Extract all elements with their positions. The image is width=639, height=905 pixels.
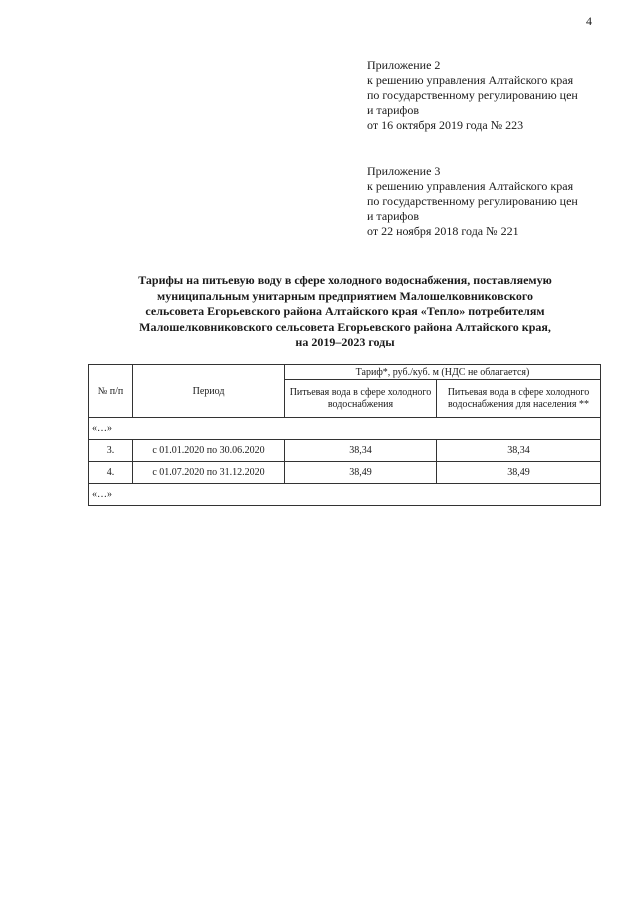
appendix-2-line: от 16 октября 2019 года № 223 — [367, 118, 524, 132]
cell-population: 38,34 — [437, 440, 601, 462]
table-row-ellipsis — [89, 484, 601, 506]
title-line: сельсовета Егорьевского района Алтайского края «Тепло» потребителям — [145, 304, 545, 318]
header-cold-water: Питьевая вода в сфере холодного водоснабжения — [285, 380, 437, 418]
table-header-row — [89, 365, 601, 380]
title-line: на 2019–2023 годы — [295, 335, 395, 349]
cell-period: с 01.01.2020 по 30.06.2020 — [133, 440, 285, 462]
tariff-table — [88, 364, 601, 506]
title-line: Тарифы на питьевую воду в сфере холодного водоснабжения, поставляемую — [138, 273, 552, 287]
cell-period: с 01.07.2020 по 31.12.2020 — [133, 462, 285, 484]
table-row-ellipsis — [89, 418, 601, 440]
header-population: Питьевая вода в сфере холодного водоснабжения для населения ** — [437, 380, 601, 418]
appendix-2-block — [367, 58, 607, 133]
table-row — [89, 462, 601, 484]
appendix-2-line: к решению управления Алтайского края — [367, 73, 574, 87]
appendix-3-line: к решению управления Алтайского края — [367, 179, 574, 193]
document-title — [90, 273, 600, 351]
ellipsis-cell: «…» — [89, 418, 601, 440]
cell-cold-water: 38,49 — [285, 462, 437, 484]
cell-population: 38,49 — [437, 462, 601, 484]
appendix-2-line: и тарифов — [367, 103, 420, 117]
appendix-3-block — [367, 164, 607, 239]
page-number: 4 — [586, 14, 592, 28]
cell-number: 4. — [89, 462, 133, 484]
header-tariff: Тариф*, руб./куб. м (НДС не облагается) — [285, 365, 601, 380]
appendix-3-line: от 22 ноября 2018 года № 221 — [367, 224, 519, 238]
appendix-2-line: по государственному регулированию цен — [367, 88, 578, 102]
cell-cold-water: 38,34 — [285, 440, 437, 462]
title-line: муниципальным унитарным предприятием Малошелковниковского — [157, 288, 533, 303]
ellipsis-cell: «…» — [89, 484, 601, 506]
cell-number: 3. — [89, 440, 133, 462]
appendix-3-line: и тарифов — [367, 209, 420, 223]
appendix-3-line: по государственному регулированию цен — [367, 194, 578, 208]
table-row — [89, 440, 601, 462]
title-line: Малошелковниковского сельсовета Егорьевского района Алтайского края, — [139, 319, 551, 334]
header-number: № п/п — [89, 365, 133, 418]
header-period: Период — [133, 365, 285, 418]
appendix-2-line: Приложение 2 — [367, 58, 441, 72]
appendix-3-line: Приложение 3 — [367, 164, 441, 178]
